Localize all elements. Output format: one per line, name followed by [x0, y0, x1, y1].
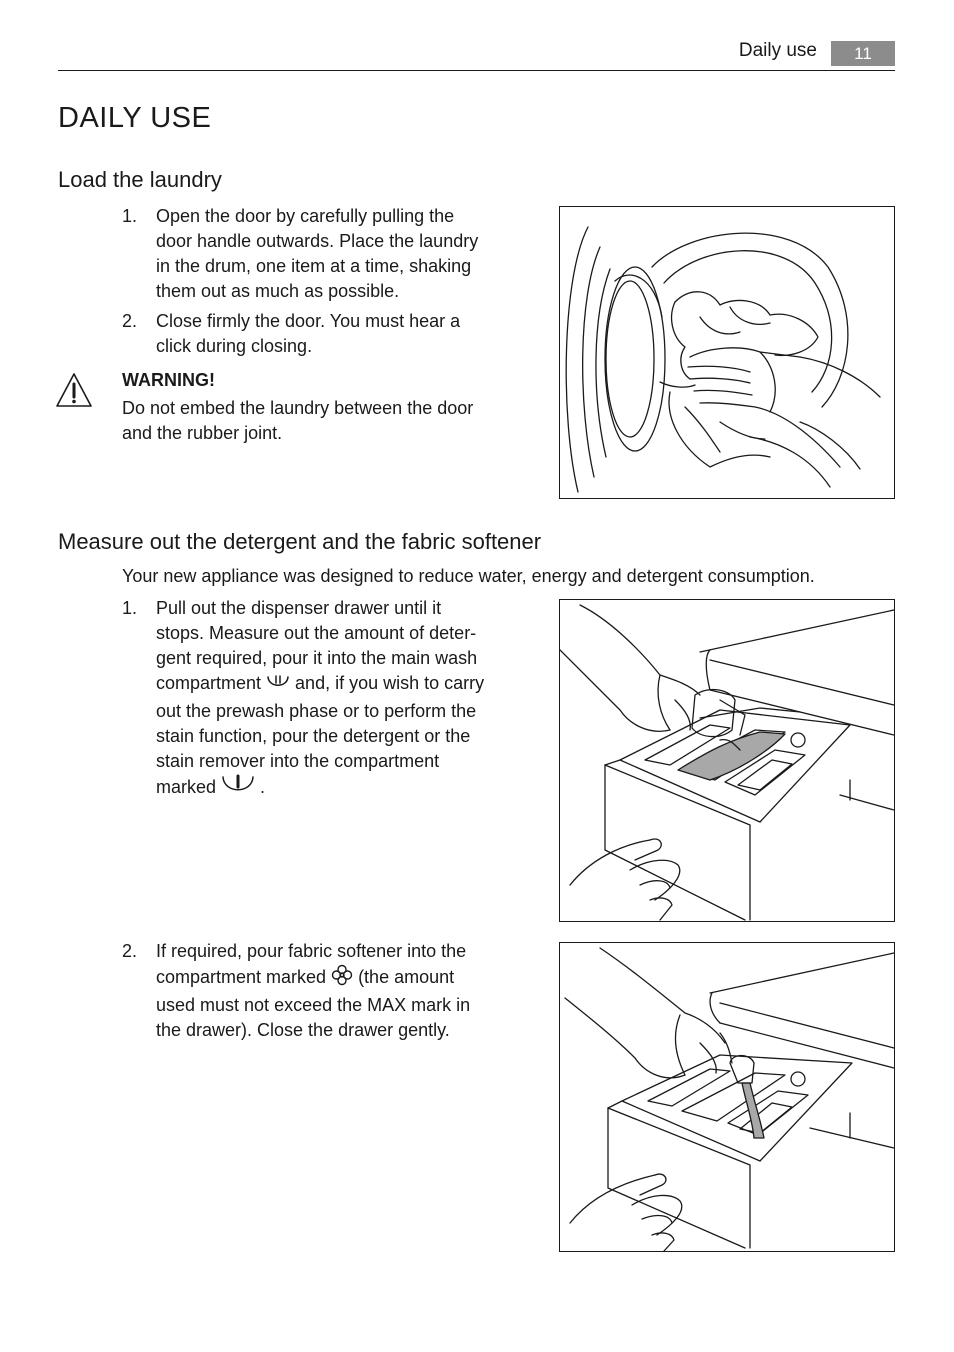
step-text-line	[156, 964, 470, 993]
prewash-compartment-icon	[221, 774, 255, 803]
step-text-line	[156, 774, 484, 803]
load-step-1	[122, 204, 542, 304]
stain-label: stain	[156, 726, 195, 746]
step-text-line: gent required, pour it into the main wash	[156, 648, 478, 668]
step-text-line	[156, 993, 470, 1018]
step-number: 1.	[122, 206, 138, 226]
step-text-fragment: and, if you wish to carry	[290, 673, 485, 693]
warning-text-line: and the rubber joint.	[122, 423, 283, 443]
step-text-line: door handle outwards. Place the laundry	[156, 231, 479, 251]
step-text-fragment: .	[255, 777, 266, 797]
pour-softener-illustration	[559, 942, 895, 1252]
section-heading-measure-detergent: Measure out the detergent and the fabric softener	[58, 529, 542, 554]
warning-title: WARNING!	[122, 370, 215, 390]
step-text-fragment: used must not exceed the	[156, 995, 368, 1015]
step-text-line: Pull out the dispenser drawer until it	[156, 598, 442, 618]
step-text-line: Close firmly the door. You must hear a	[156, 311, 461, 331]
loading-laundry-illustration	[559, 206, 895, 499]
step-number: 1.	[122, 598, 138, 618]
step-text-fragment: compartment	[156, 673, 267, 693]
step-text-line	[156, 671, 484, 699]
max-mark-label: MAX	[367, 995, 407, 1015]
header-divider	[58, 70, 895, 71]
step-text-line: stops. Measure out the amount of deter-	[156, 623, 477, 643]
step-text-fragment: phase or to perform the	[284, 701, 477, 721]
load-step-2	[122, 309, 542, 359]
step-text-line	[156, 724, 484, 749]
step-text-line: stain remover into the compartment	[156, 751, 440, 771]
measure-step-1	[122, 596, 542, 801]
step-text-line: in the drum, one item at a time, shaking	[156, 256, 472, 276]
section-heading-load-laundry: Load the laundry	[58, 167, 222, 192]
step-text-line: the drawer). Close the drawer gently.	[156, 1020, 450, 1040]
main-wash-compartment-icon	[266, 672, 290, 699]
warning-text	[122, 396, 522, 446]
prewash-label: prewash	[216, 701, 285, 721]
step-text-line: Open the door by carefully pulling the	[156, 206, 455, 226]
section-intro-text: Your new appliance was designed to reduce water, energy and detergent consumption.	[122, 566, 815, 586]
step-text-line: them out as much as possible.	[156, 281, 400, 301]
step-text-line: click during closing.	[156, 336, 313, 356]
step-text-fragment: compartment marked	[156, 967, 332, 987]
step-text-fragment: marked	[156, 777, 222, 797]
fabric-softener-flower-icon	[331, 964, 353, 993]
step-text-fragment: function, pour the detergent or the	[194, 726, 471, 746]
page-number: 11	[831, 41, 895, 66]
step-text-fragment: out the	[156, 701, 217, 721]
step-text-fragment: (the amount	[353, 967, 455, 987]
warning-text-line: Do not embed the laundry between the door	[122, 398, 474, 418]
step-number: 2.	[122, 941, 138, 961]
page-title: DAILY USE	[58, 102, 212, 134]
warning-triangle-icon	[55, 372, 93, 408]
step-text-fragment: mark in	[406, 995, 471, 1015]
step-number: 2.	[122, 311, 138, 331]
step-text-line	[156, 699, 484, 724]
measure-step-2	[122, 939, 542, 1039]
step-text-line: If required, pour fabric softener into the	[156, 941, 467, 961]
pour-detergent-illustration	[559, 599, 895, 922]
running-header-label: Daily use	[738, 40, 817, 61]
